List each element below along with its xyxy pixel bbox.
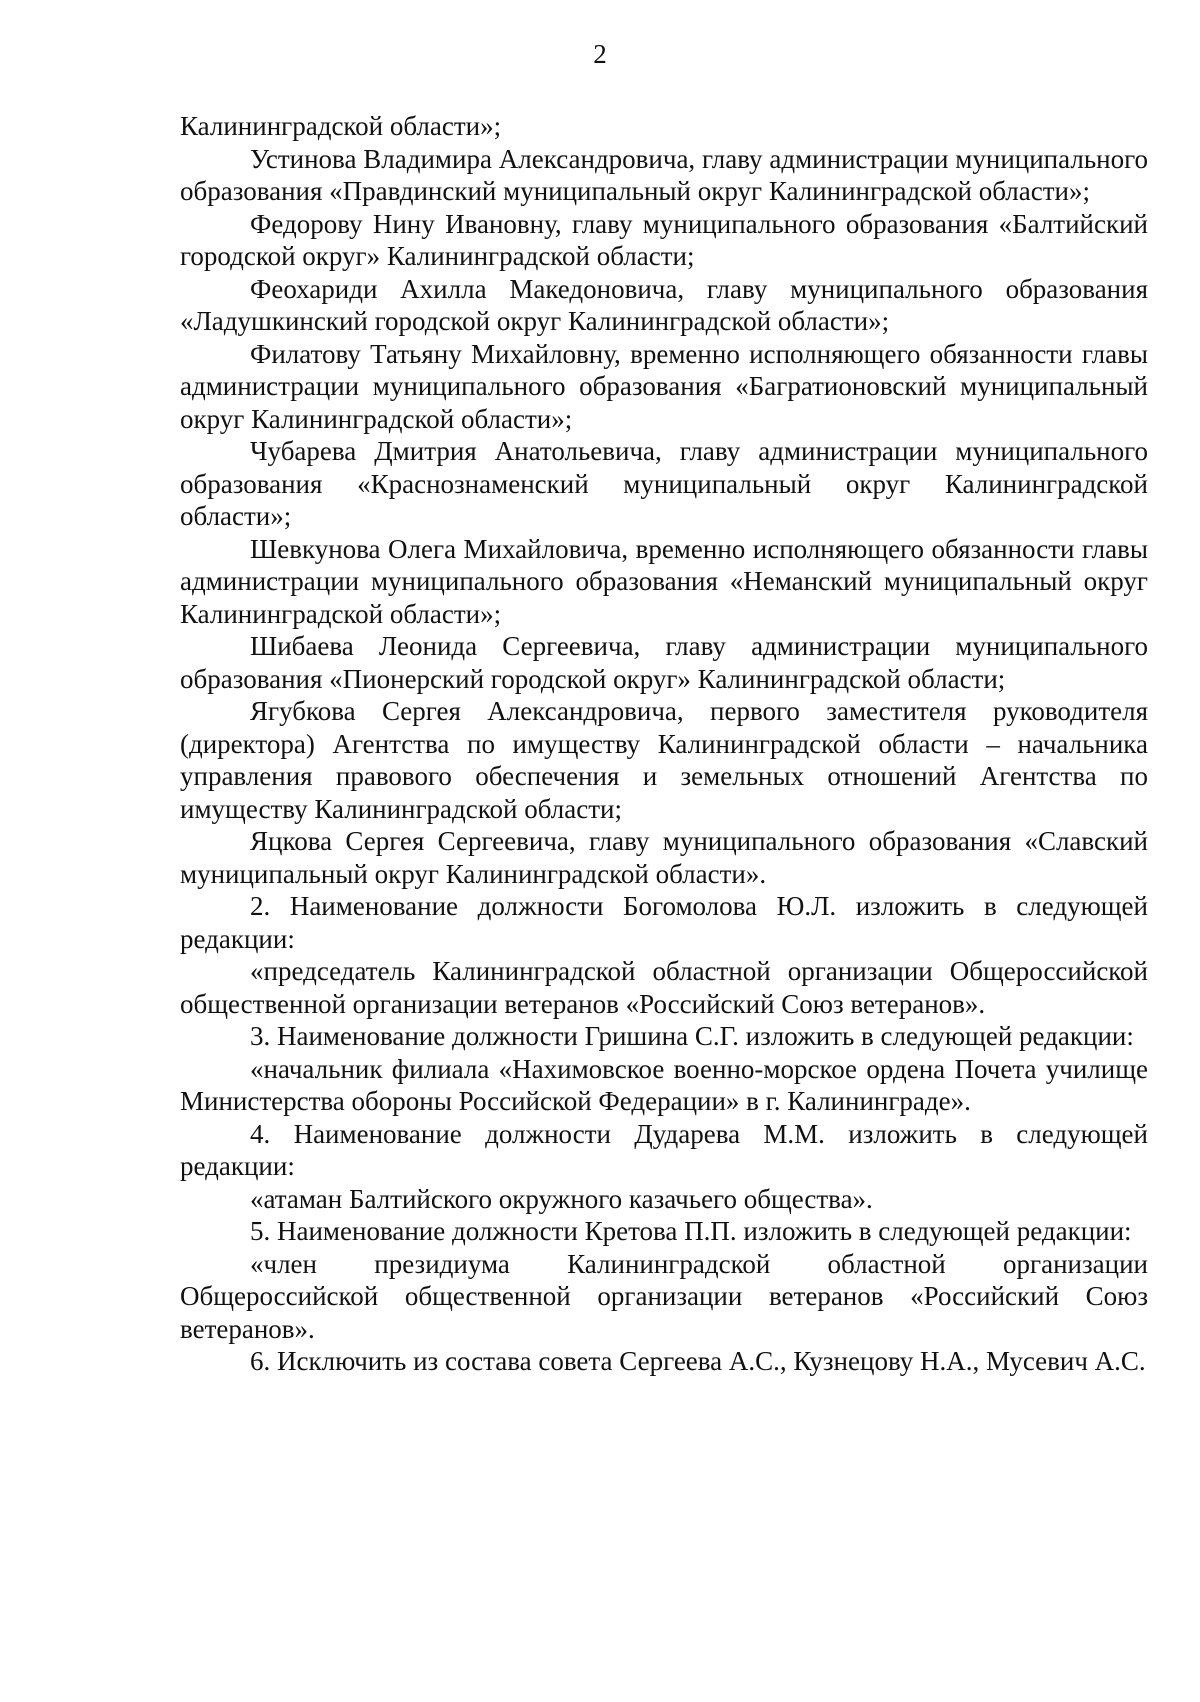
paragraph-shibaev: Шибаева Леонида Сергеевича, главу администрации муниципального образования «Пионерский городской округ» Калининградской области; bbox=[180, 631, 1148, 694]
paragraph-filatova: Филатову Татьяну Михайловну, временно исполняющего обязанности главы администрации муниципального образования «Багратионовский муниципальный округ Калининградской области»; bbox=[180, 338, 1148, 434]
paragraph-item-4: 4. Наименование должности Дударева М.М. изложить в следующей редакции: bbox=[180, 1118, 1148, 1181]
paragraph-shevkunov: Шевкунова Олега Михайловича, временно исполняющего обязанности главы администрации муниципального образования «Неманский муниципальный округ Калининградской области»; bbox=[180, 533, 1148, 629]
paragraph-item-2: 2. Наименование должности Богомолова Ю.Л. изложить в следующей редакции: bbox=[180, 891, 1148, 954]
paragraph-chubarev: Чубарева Дмитрия Анатольевича, главу администрации муниципального образования «Краснознаменский муниципальный округ Калининградской области»; bbox=[180, 436, 1148, 531]
paragraph-item-4-text: «атаман Балтийского окружного казачьего общества». bbox=[250, 1183, 873, 1214]
paragraph-item-3-text: «начальник филиала «Нахимовское военно-морское ордена Почета училище Министерства обороны Российской Федерации» в г. Калининграде». bbox=[180, 1053, 1148, 1116]
page-number: 2 bbox=[593, 39, 607, 69]
paragraph-item-5-text: «член президиума Калининградской областной организации Общероссийской общественной организации ветеранов «Российский Союз ветеранов». bbox=[180, 1248, 1148, 1344]
paragraph-feokharidi: Феохариди Ахилла Македоновича, главу муниципального образования «Ладушкинский городской округ Калининградской области»; bbox=[180, 273, 1148, 336]
paragraph-item-2-text: «председатель Калининградской областной организации Общероссийской общественной организации ветеранов «Российский Союз ветеранов». bbox=[180, 956, 1148, 1019]
paragraph-item-6: 6. Исключить из состава совета Сергеева А.С., Кузнецову Н.А., Мусевич А.С. bbox=[250, 1346, 1146, 1376]
paragraph-continuation: Калининградской области»; bbox=[180, 111, 502, 141]
paragraph-yatskov: Яцкова Сергея Сергеевича, главу муниципального образования «Славский муниципальный округ Калининградской области». bbox=[180, 826, 1148, 889]
paragraph-item-3: 3. Наименование должности Гришина С.Г. изложить в следующей редакции: bbox=[250, 1021, 1134, 1051]
paragraph-ustinov: Устинова Владимира Александровича, главу администрации муниципального образования «Правдинский муниципальный округ Калининградской области»; bbox=[180, 143, 1148, 206]
document-body bbox=[180, 110, 1148, 1378]
paragraph-item-5: 5. Наименование должности Кретова П.П. изложить в следующей редакции: bbox=[250, 1216, 1132, 1246]
paragraph-fedorova: Федорову Нину Ивановну, главу муниципального образования «Балтийский городской округ» Калининградской области; bbox=[180, 208, 1148, 271]
paragraph-yagubkov: Ягубкова Сергея Александровича, первого заместителя руководителя (директора) Агентства по имуществу Калининградской области – начальника управления правового обеспечения и земельных отношений Агентства по имуществу Калининградской области; bbox=[180, 696, 1148, 824]
